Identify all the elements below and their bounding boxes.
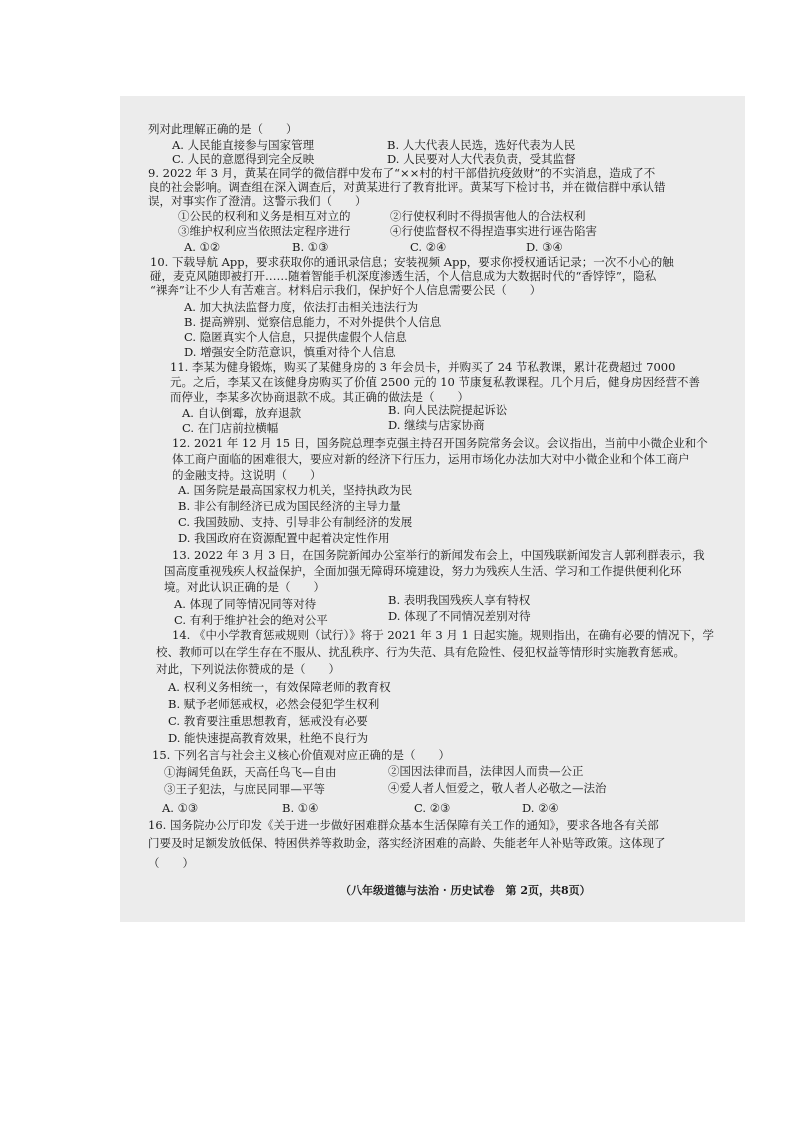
q13-option-c: C. 有利于维护社会的绝对公平 [174,613,328,627]
q16-stem-line3: （ ） [148,856,194,870]
q9-stem-line3: 误，对事实作了澄清。这警示我们（ ） [148,194,367,208]
q8-option-d: D. 人民要对人大代表负责，受其监督 [387,152,576,166]
q9-option-d: D. ③④ [526,240,563,254]
q15-option-b: B. ①④ [282,801,319,815]
q8-option-c: C. 人民的意愿得到完全反映 [172,152,315,166]
q9-option-b: B. ①③ [292,240,329,254]
q15-statement-4: ④爱人者人恒爱之，敬人者人必敬之—法治 [388,781,607,795]
q13-option-b: B. 表明我国残疾人享有特权 [388,593,531,607]
q15-stem: 15. 下列名言与社会主义核心价值观对应正确的是（ ） [152,748,450,762]
q15-option-c: C. ②③ [414,801,451,815]
q10-stem-line3: “裸奔”让不少人有苦难言。材料启示我们，保护好个人信息需要公民（ ） [150,283,542,297]
q11-option-a: A. 自认倒霉，放弃退款 [182,406,302,420]
q12-stem-line2: 体工商户面临的困难很大，要应对新的经济下行压力，运用市场化办法加大对中小微企业和个体工商户 [172,452,690,466]
q12-option-a: A. 国务院是最高国家权力机关，坚持执政为民 [178,483,413,497]
q13-option-a: A. 体现了同等情况同等对待 [174,597,317,611]
q11-option-b: B. 向人民法院提起诉讼 [388,403,508,417]
q14-option-d: D. 能快速提高教育效果，杜绝不良行为 [168,731,369,745]
q11-option-c: C. 在门店前拉横幅 [182,421,279,435]
exam-page [120,96,745,922]
q14-option-b: B. 赋予老师惩戒权，必然会侵犯学生权利 [168,697,380,711]
q12-stem-line3: 的金融支持。这说明（ ） [172,468,322,482]
q14-option-c: C. 教育要注重思想教育，惩戒没有必要 [168,714,368,728]
q8-option-a: A. 人民能直接参与国家管理 [172,138,315,152]
q9-statement-1: ①公民的权利和义务是相互对立的 [178,209,351,223]
q9-stem-line1: 9. 2022 年 3 月，黄某在同学的微信群中发布了“××村的村干部借抗疫敛财”的不实消息，造成了不 [148,166,656,180]
q9-statement-2: ②行使权利时不得损害他人的合法权利 [390,209,586,223]
q9-statement-4: ④行使监督权不得捏造事实进行诬告陷害 [390,224,597,238]
q14-stem-line3: 对此，下列说法你赞成的是（ ） [156,662,340,676]
q13-stem-line3: 境。对此认识正确的是（ ） [164,580,325,594]
q9-statement-3: ③维护权利应当依照法定程序进行 [178,224,351,238]
q10-stem-line2: 碰，麦克风随即被打开……随着智能手机深度渗透生活，个人信息成为大数据时代的“香饽饽”，隐私 [150,269,657,283]
q9-option-c: C. ②④ [410,240,447,254]
q15-statement-1: ①海阔凭鱼跃，天高任鸟飞—自由 [164,765,337,779]
q13-stem-line1: 13. 2022 年 3 月 3 日，在国务院新闻办公室举行的新闻发布会上，中国残联新闻发言人郭利群表示，我 [172,548,705,562]
q11-option-d: D. 继续与店家协商 [388,418,485,432]
q14-option-a: A. 权利义务相统一，有效保障老师的教育权 [168,680,391,694]
q15-option-d: D. ②④ [522,801,559,815]
q15-statement-2: ②国因法律而昌，法律因人而贵—公正 [388,764,584,778]
q15-option-a: A. ①③ [162,801,199,815]
q12-option-b: B. 非公有制经济已成为国民经济的主导力量 [178,499,401,513]
q16-stem-line2: 门要及时足额发放低保、特困供养等救助金，落实经济困难的高龄、失能老年人补贴等政策。这体现了 [148,836,666,850]
q12-option-c: C. 我国鼓励、支持、引导非公有制经济的发展 [178,515,413,529]
q10-option-c: C. 隐匿真实个人信息，只提供虚假个人信息 [184,330,407,344]
page-footer: （八年级道德与法治 · 历史试卷 第 2页，共8页） [340,884,591,897]
q15-statement-3: ③王子犯法，与庶民同罪—平等 [164,782,325,796]
q10-option-d: D. 增强安全防范意识，慎重对待个人信息 [184,345,396,359]
q16-stem-line1: 16. 国务院办公厅印发《关于进一步做好困难群众基本生活保障有关工作的通知》，要求各地各有关部 [148,818,659,832]
q10-stem-line1: 10. 下载导航 App，要求获取你的通讯录信息；安装视频 App，要求你授权通话记录；一次不小心的触 [150,255,674,269]
q13-option-d: D. 体现了不同情况差别对待 [388,609,531,623]
q8-option-b: B. 人大代表人民选，选好代表为人民 [387,138,576,152]
q12-option-d: D. 我国政府在资源配置中起着决定性作用 [178,531,390,545]
q8-stem-tail: 列对此理解正确的是（ ） [148,122,298,136]
q9-stem-line2: 良的社会影响。调查组在深入调查后，对黄某进行了教育批评。黄某写下检讨书，并在微信群中承认错 [148,180,666,194]
q11-stem-line1: 11. 李某为健身锻炼，购买了某健身房的 3 年会员卡，并购买了 24 节私教课，累计花费超过 7000 [170,360,676,374]
q13-stem-line2: 国高度重视残疾人权益保护，全面加强无障碍环境建设，努力为残疾人生活、学习和工作提供便利化环 [164,564,682,578]
q10-option-a: A. 加大执法监督力度，依法打击相关违法行为 [184,300,419,314]
q12-stem-line1: 12. 2021 年 12 月 15 日，国务院总理李克强主持召开国务院常务会议。会议指出，当前中小微企业和个 [172,436,708,450]
q10-option-b: B. 提高辨别、觉察信息能力，不对外提供个人信息 [184,315,442,329]
q14-stem-line2: 校、教师可以在学生存在不服从、扰乱秩序、行为失范、具有危险性、侵犯权益等情形时实施教育惩戒。 [156,645,685,659]
q11-stem-line3: 而停业，李某多次协商退款不成。其正确的做法是（ ） [170,390,469,404]
q9-option-a: A. ①② [184,240,221,254]
q14-stem-line1: 14. 《中小学教育惩戒规则（试行）》将于 2021 年 3 月 1 日起实施。规则指出，在确有必要的情况下，学 [172,628,715,642]
q11-stem-line2: 元。之后，李某又在该健身房购买了价值 2500 元的 10 节康复私教课程。几个月后，健身房因经营不善 [170,375,701,389]
